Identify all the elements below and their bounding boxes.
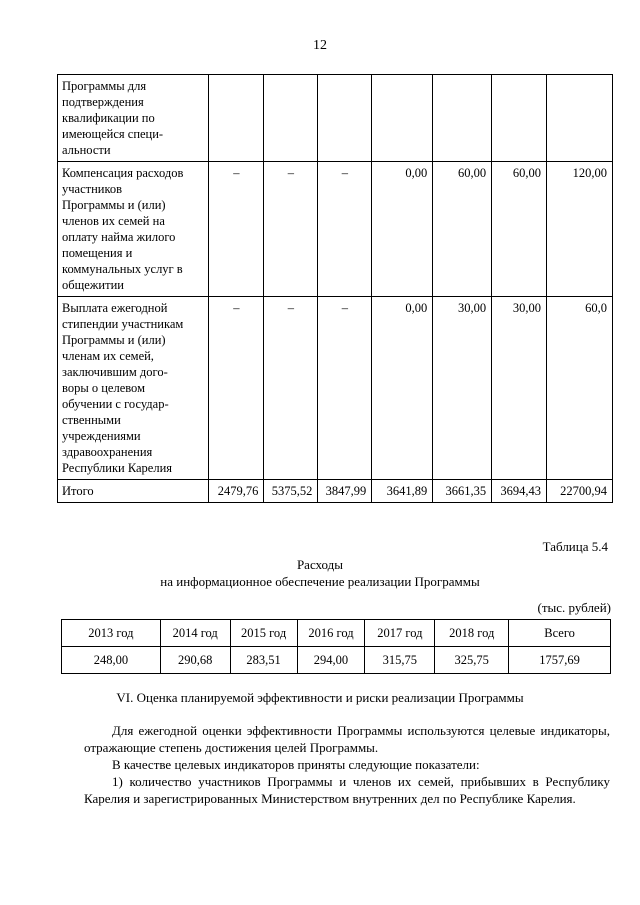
table-cell	[492, 75, 547, 162]
expenses-table-continued	[57, 74, 613, 503]
row-label-line: ственными	[62, 413, 121, 427]
table-row	[62, 647, 611, 674]
row-label	[58, 297, 209, 480]
table-cell: –	[209, 297, 264, 480]
table-cell	[372, 75, 433, 162]
row-label-line: учреждениями	[62, 429, 141, 443]
row-label-line: воры о целевом	[62, 381, 145, 395]
table-cell: –	[209, 162, 264, 297]
table-cell	[433, 75, 492, 162]
column-header: 2018 год	[435, 620, 509, 647]
column-header: 2016 год	[297, 620, 365, 647]
row-label-line: обучении с государ-	[62, 397, 169, 411]
table-cell: 0,00	[372, 162, 433, 297]
row-label-line: здравоохранения	[62, 445, 153, 459]
table-title	[0, 556, 640, 590]
row-label-line: общежитии	[62, 278, 124, 292]
row-label-line: членов их семей на	[62, 214, 165, 228]
row-label-line: Республики Карелия	[62, 461, 173, 475]
table-units: (тыс. рублей)	[537, 600, 611, 615]
table-title-line-1: Расходы	[296, 557, 344, 572]
paragraph-2-text: В качестве целевых индикаторов приняты следующие показатели:	[112, 757, 480, 772]
row-label-line: Компенсация расходов	[62, 166, 184, 180]
paragraph-3-text: 1) количество участников Программы и членов их семей, прибывших в Республику Карелия и зарегистрированных Министерством внутренних дел по Республике Карелия.	[84, 774, 610, 806]
table-cell: 3847,99	[318, 480, 372, 503]
table-header-row	[62, 620, 611, 647]
row-label-line: стипендии участникам	[62, 317, 184, 331]
table-cell: 5375,52	[264, 480, 318, 503]
row-label	[58, 75, 209, 162]
row-label-line: Выплата ежегодной	[62, 301, 168, 315]
table-cell: 2479,76	[209, 480, 264, 503]
table-cell: 3641,89	[372, 480, 433, 503]
table-cell: 315,75	[365, 647, 435, 674]
row-label-line: подтверждения	[62, 95, 144, 109]
table-cell: 3694,43	[492, 480, 547, 503]
row-label-line: оплату найма жилого	[62, 230, 176, 244]
table-cell: 60,00	[433, 162, 492, 297]
table-cell	[318, 75, 372, 162]
table-cell: 30,00	[433, 297, 492, 480]
column-header: Всего	[509, 620, 611, 647]
table-cell: 0,00	[372, 297, 433, 480]
table-cell: 1757,69	[509, 647, 611, 674]
column-header: 2017 год	[365, 620, 435, 647]
table-row	[58, 162, 613, 297]
row-label-line: имеющейся специ-	[62, 127, 164, 141]
row-label-line: Программы и (или)	[62, 333, 166, 347]
row-label-line: Программы и (или)	[62, 198, 166, 212]
table-cell: 3661,35	[433, 480, 492, 503]
table-cell: –	[264, 297, 318, 480]
table-cell	[264, 75, 318, 162]
table-cell: 30,00	[492, 297, 547, 480]
information-support-table	[61, 619, 611, 674]
row-label-line: помещения и	[62, 246, 133, 260]
table-cell: 120,00	[547, 162, 613, 297]
table-title-line-2: на информационное обеспечение реализации Программы	[160, 574, 480, 589]
table-cell: 290,68	[160, 647, 230, 674]
row-label-line: участников	[62, 182, 123, 196]
table-cell: –	[264, 162, 318, 297]
table-row	[58, 297, 613, 480]
table-cell: 60,00	[492, 162, 547, 297]
table-row	[58, 480, 613, 503]
row-label-line: Итого	[62, 484, 94, 498]
row-label-line: членам их семей,	[62, 349, 154, 363]
paragraph-3	[84, 773, 610, 807]
table-row	[58, 75, 613, 162]
paragraph-2	[84, 756, 610, 773]
table-cell: –	[318, 162, 372, 297]
row-label-line: квалификации по	[62, 111, 155, 125]
row-label-line: Программы для	[62, 79, 147, 93]
row-label-line: заключившим дого-	[62, 365, 168, 379]
table-cell	[209, 75, 264, 162]
column-header: 2015 год	[230, 620, 297, 647]
table-cell: 325,75	[435, 647, 509, 674]
row-label-line: альности	[62, 143, 111, 157]
table-cell: 60,0	[547, 297, 613, 480]
paragraph-1-text: Для ежегодной оценки эффективности Программы используются целевые индикаторы, отражающие степень достижения целей Программы.	[84, 723, 610, 755]
table-cell: 22700,94	[547, 480, 613, 503]
section-heading: VI. Оценка планируемой эффективности и риски реализации Программы	[116, 690, 524, 705]
table-cell: 248,00	[62, 647, 161, 674]
table-caption: Таблица 5.4	[542, 539, 608, 554]
row-label	[58, 162, 209, 297]
table-cell: –	[318, 297, 372, 480]
row-label	[58, 480, 209, 503]
paragraph-1	[84, 722, 610, 756]
column-header: 2014 год	[160, 620, 230, 647]
page-number: 12	[313, 38, 327, 53]
table-cell	[547, 75, 613, 162]
column-header: 2013 год	[62, 620, 161, 647]
row-label-line: коммунальных услуг в	[62, 262, 183, 276]
table-cell: 294,00	[297, 647, 365, 674]
table-cell: 283,51	[230, 647, 297, 674]
